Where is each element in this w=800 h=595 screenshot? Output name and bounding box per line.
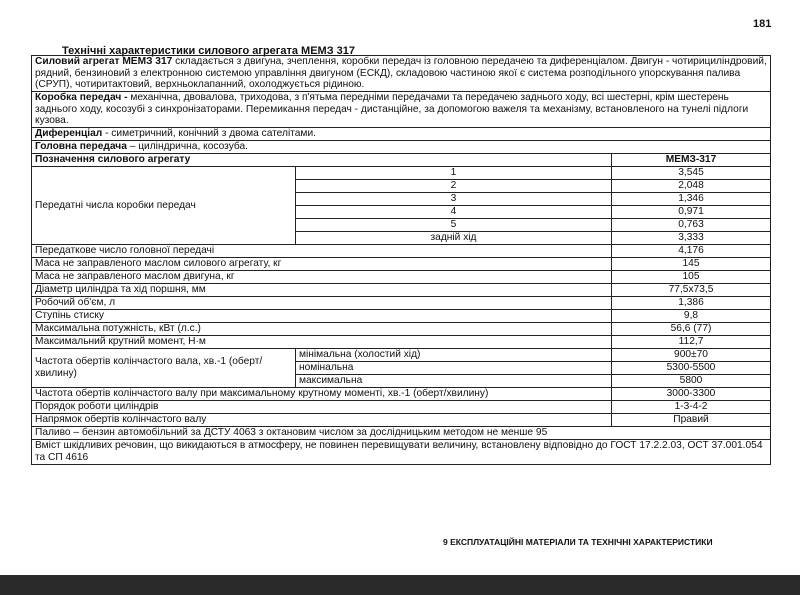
gear-name: 2	[296, 180, 612, 193]
gear-name: 4	[296, 206, 612, 219]
header-label: Позначення силового агрегату	[32, 154, 612, 167]
diff-bold: Диференціал	[35, 128, 103, 140]
page-number: 181	[753, 18, 772, 30]
page-title: Технічні характеристики силового агрегата МЕМЗ 317	[62, 45, 356, 57]
scan-bottom-band	[0, 575, 800, 595]
row-value: Правий	[612, 414, 771, 427]
crank-speed-name: максимальна	[296, 375, 612, 388]
gear-name: 5	[296, 219, 612, 232]
row-label: Максимальний крутний момент, Н·м	[32, 336, 612, 349]
fuel-note-row	[32, 427, 771, 440]
table-header-row	[32, 154, 771, 167]
crank-speed-row	[32, 349, 771, 362]
crank-speed-value: 900±70	[612, 349, 771, 362]
gear-value: 1,346	[612, 193, 771, 206]
final-drive-bold: Головна передача	[35, 141, 127, 153]
header-value: МЕМЗ-317	[612, 154, 771, 167]
row-value: 9,8	[612, 310, 771, 323]
diff-cell	[32, 128, 771, 141]
intro-unit-text: складається з двигуна, зчеплення, коробки передач із головною передачею та диференціалом. Двигун - чотирициліндровий, рядний, бензиновий з електронною системою управління двигуном (ЕСКД), складовою частиною якої є система розподільного упорскування палива (СРУП), чотиритактовий, верхньоклапанний, охолоджується рідиною.	[35, 56, 767, 91]
gear-value: 0,971	[612, 206, 771, 219]
gearbox-cell	[32, 92, 771, 128]
gearbox-row	[32, 92, 771, 128]
diff-text: - симетричний, конічний з двома сателітами.	[102, 128, 316, 140]
table-row	[32, 258, 771, 271]
row-label: Напрямок обертів колінчастого валу	[32, 414, 612, 427]
gear-row	[32, 167, 771, 180]
table-row	[32, 245, 771, 258]
table-row	[32, 284, 771, 297]
crank-speed-label: Частота обертів колінчастого вала, хв.-1 (оберт/хвилину)	[32, 349, 296, 388]
row-value: 77,5x73,5	[612, 284, 771, 297]
emissions-note: Вміст шкідливих речовин, що викидаються в атмосферу, не повинен перевищувати величину, встановлену відповідно до ГОСТ 17.2.2.03, ОСТ 37.001.054 та СП 4616	[32, 440, 771, 465]
table-row	[32, 414, 771, 427]
row-label: Порядок роботи циліндрів	[32, 401, 612, 414]
gear-value: 2,048	[612, 180, 771, 193]
emissions-note-row	[32, 440, 771, 465]
intro-row	[32, 56, 771, 92]
gear-ratios-label: Передатні числа коробки передач	[32, 167, 296, 245]
gear-value: 3,545	[612, 167, 771, 180]
final-drive-cell	[32, 141, 771, 154]
row-label: Маса не заправленого маслом силового агрегату, кг	[32, 258, 612, 271]
row-label: Частота обертів колінчастого валу при максимальному крутному моменті, хв.-1 (оберт/хвилину)	[32, 388, 612, 401]
table-row	[32, 310, 771, 323]
fuel-note: Паливо – бензин автомобільний за ДСТУ 4063 з октановим числом за дослідницьким методом не менше 95	[32, 427, 771, 440]
row-label: Ступінь стиску	[32, 310, 612, 323]
gear-name: 1	[296, 167, 612, 180]
gear-value: 3,333	[612, 232, 771, 245]
row-value: 112,7	[612, 336, 771, 349]
crank-speed-value: 5300-5500	[612, 362, 771, 375]
row-value: 3000-3300	[612, 388, 771, 401]
row-label: Передаткове число головної передачі	[32, 245, 612, 258]
table-row	[32, 323, 771, 336]
gear-name: 3	[296, 193, 612, 206]
row-value: 145	[612, 258, 771, 271]
crank-speed-name: номінальна	[296, 362, 612, 375]
spec-table	[31, 55, 771, 465]
table-row	[32, 297, 771, 310]
row-label: Максимальна потужність, кВт (л.с.)	[32, 323, 612, 336]
row-value: 1,386	[612, 297, 771, 310]
row-value: 105	[612, 271, 771, 284]
crank-speed-name: мінімальна (холостий хід)	[296, 349, 612, 362]
table-row	[32, 336, 771, 349]
crank-speed-value: 5800	[612, 375, 771, 388]
row-label: Маса не заправленого маслом двигуна, кг	[32, 271, 612, 284]
gear-name: задній хід	[296, 232, 612, 245]
table-row	[32, 401, 771, 414]
gearbox-bold: Коробка передач -	[35, 92, 128, 104]
table-row	[32, 271, 771, 284]
row-value: 56,6 (77)	[612, 323, 771, 336]
table-row	[32, 388, 771, 401]
final-drive-text: – циліндрична, косозуба.	[126, 141, 248, 153]
gearbox-text: механічна, двовалова, триходова, з п'ятьма передніми передачами та передачею заднього ходу, всі шестерні, крім шестерень заднього ходу, косозубі з синхронізаторами. Перемикання передач - дистанційне, за допомогою важеля та механізму, встановленого на тунелі підлоги кузова.	[35, 92, 749, 127]
diff-row	[32, 128, 771, 141]
row-label: Діаметр циліндра та хід поршня, мм	[32, 284, 612, 297]
page-footer: 9 ЕКСПЛУАТАЦІЙНІ МАТЕРІАЛИ ТА ТЕХНІЧНІ ХАРАКТЕРИСТИКИ	[443, 537, 713, 547]
row-value: 4,176	[612, 245, 771, 258]
row-value: 1-3-4-2	[612, 401, 771, 414]
intro-unit-bold: Силовий агрегат МЕМЗ 317	[35, 56, 173, 68]
intro-cell	[32, 56, 771, 92]
final-drive-row	[32, 141, 771, 154]
row-label: Робочий об'єм, л	[32, 297, 612, 310]
gear-value: 0,763	[612, 219, 771, 232]
